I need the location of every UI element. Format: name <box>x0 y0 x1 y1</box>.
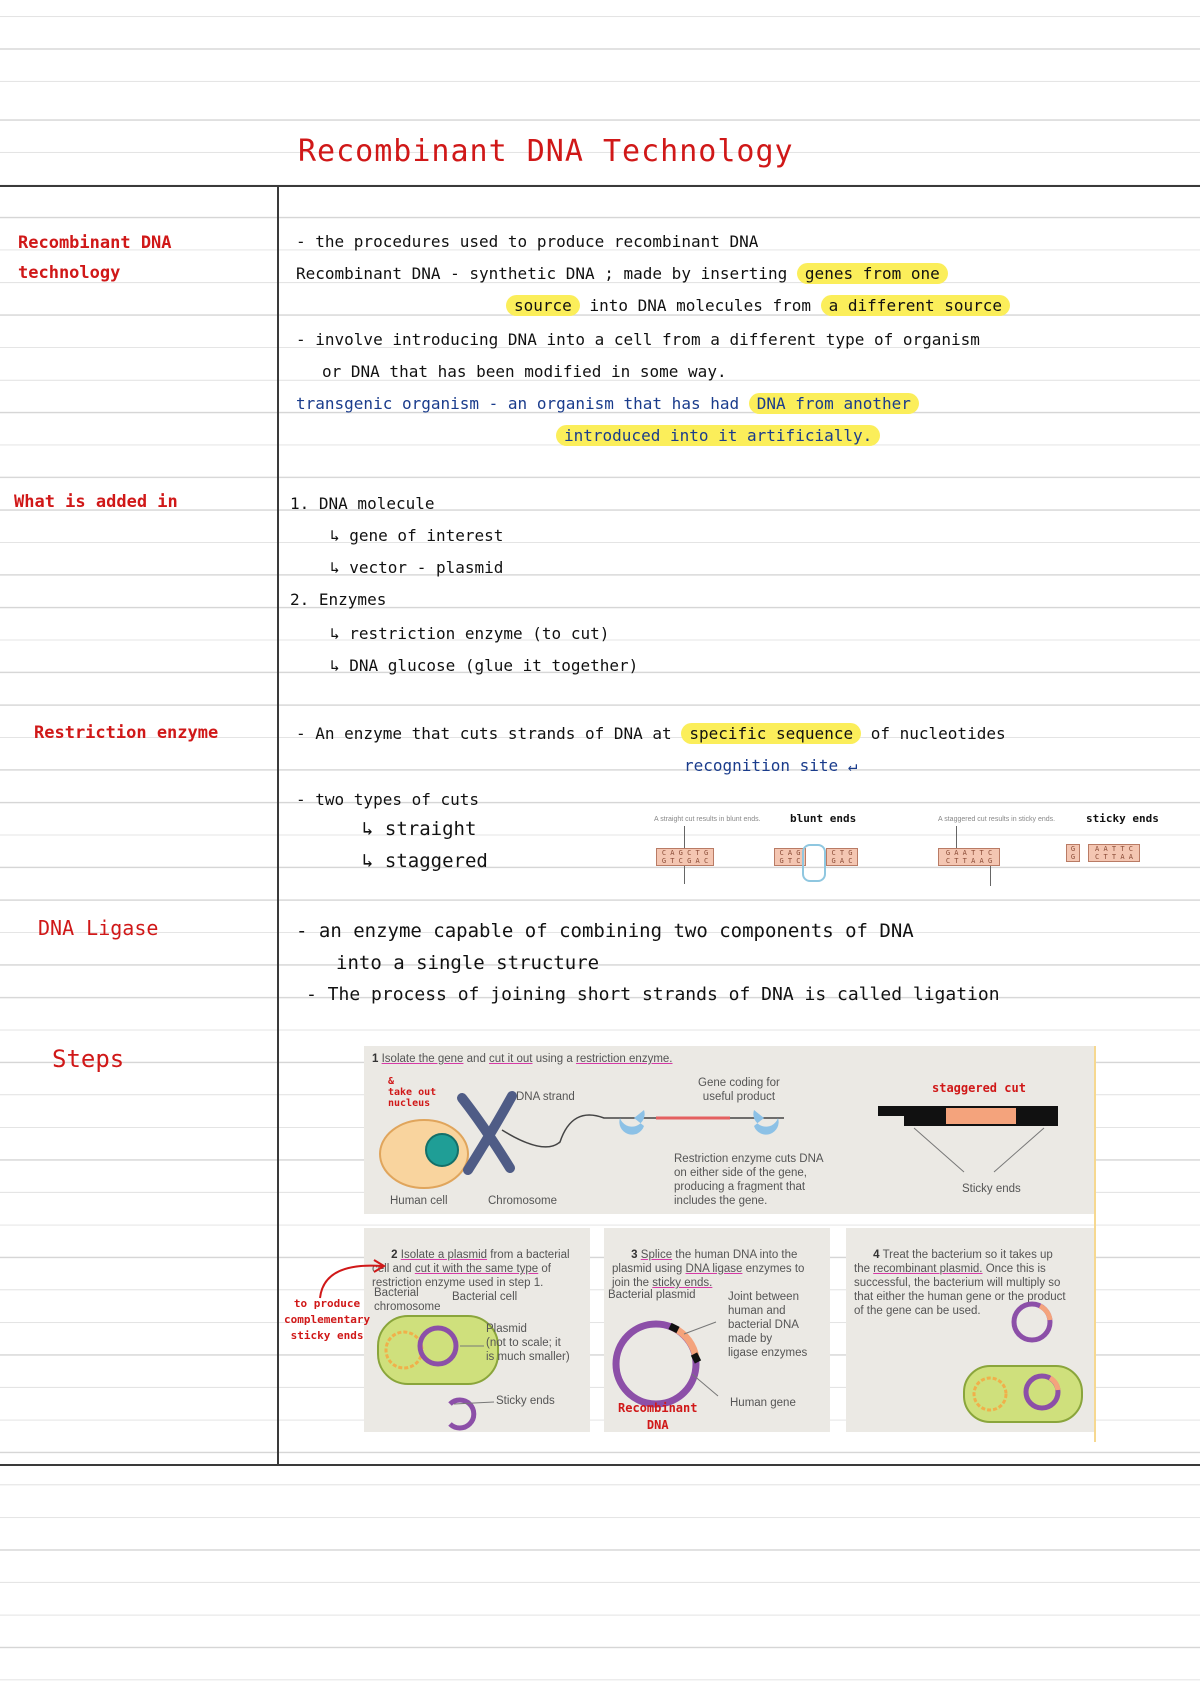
note-text: of nucleotides <box>870 724 1006 743</box>
caption-text: cut it with the same type <box>414 1263 539 1275</box>
caption-text: Splice <box>640 1249 673 1261</box>
figure-step-4 <box>846 1228 1096 1432</box>
note-line <box>296 264 948 283</box>
restriction-enzyme-icon <box>619 1110 644 1135</box>
note-line <box>296 724 1006 743</box>
pointer-line <box>914 1128 964 1172</box>
caption-text: Isolate a plasmid <box>400 1249 488 1261</box>
restriction-enzyme-icon <box>753 1110 778 1135</box>
highlight: DNA from another <box>749 393 919 414</box>
seq-bottom: G <box>1070 853 1076 861</box>
gene-fragment-icon <box>946 1108 1016 1124</box>
seq-bottom: G A C <box>831 857 853 865</box>
cue-steps: Steps <box>52 1045 125 1073</box>
human-gene-label: Human gene <box>730 1397 796 1409</box>
cut-diagram-straight <box>630 812 870 888</box>
blunt-ends-label: blunt ends <box>790 812 857 825</box>
cue-recombinant-dna-technology: Recombinant DNA technology <box>18 233 172 283</box>
note-line: ↳ straight <box>362 818 477 840</box>
nucleus-icon <box>426 1134 458 1166</box>
caption-text: from a bacterial cell and <box>372 1249 570 1275</box>
note-text: into DNA molecules from <box>589 296 811 315</box>
dna-sequence <box>1088 844 1140 862</box>
sticky-ends-label: Sticky ends <box>962 1183 1021 1195</box>
highlight: introduced into it artificially. <box>556 425 880 446</box>
pointer-line <box>692 1374 718 1396</box>
highlight: genes from one <box>797 263 948 284</box>
caption-text: of restriction enzyme used in step 1. <box>372 1263 552 1289</box>
bacterial-chromosome-label: Bacterial chromosome <box>374 1287 441 1313</box>
highlight: a different source <box>821 295 1010 316</box>
plasmid-label: Plasmid (not to scale; it is much smaller) <box>486 1323 570 1363</box>
joint-label: Joint between human and bacterial DNA made by ligase enzymes <box>728 1291 808 1359</box>
sticky-ends-label: Sticky ends <box>496 1395 555 1407</box>
cue-what-is-added: What is added in <box>14 492 178 512</box>
annotation-staggered-cut: staggered cut <box>932 1081 1026 1095</box>
dna-strand-label: DNA strand <box>516 1091 575 1103</box>
seq-top: G <box>1070 845 1076 853</box>
sticky-ends-label: sticky ends <box>1086 812 1159 825</box>
chromosome-icon <box>462 1096 512 1170</box>
step-number: 3 <box>631 1249 638 1261</box>
highlight: source <box>506 295 580 316</box>
cut-line-icon <box>990 864 991 886</box>
note-line: 1. DNA molecule <box>290 494 435 513</box>
seq-top: C A G C T G <box>661 849 709 857</box>
dna-sequence <box>656 848 714 866</box>
annotation-complementary-sticky-ends: to produce complementary sticky ends <box>284 1297 371 1342</box>
cue-restriction-enzyme: Restriction enzyme <box>34 723 219 743</box>
seq-top: C A G <box>779 849 801 857</box>
blunt-bracket-icon <box>802 844 826 882</box>
step-number: 4 <box>873 1249 880 1261</box>
caption-text: Once this is successful, the bacterium will multiply so that either the human gene or the product of the gene can be used. <box>854 1263 1066 1317</box>
bacterial-plasmid-label: Bacterial plasmid <box>608 1289 696 1301</box>
cut-line-icon <box>956 826 957 848</box>
caption-text: and <box>463 1053 490 1065</box>
seq-bottom: C T T A A G <box>945 857 993 865</box>
annotation-take-out-nucleus: & take out nucleus <box>388 1076 437 1109</box>
caption-text: cut it out <box>489 1053 533 1065</box>
cut-diagram-staggered <box>890 812 1170 888</box>
caption-text: Isolate the gene <box>381 1053 464 1065</box>
note-line-definition <box>296 394 919 413</box>
note-line: - the procedures used to produce recombinant DNA <box>296 232 759 251</box>
figure-step-2 <box>364 1228 590 1432</box>
pointer-line <box>994 1128 1044 1172</box>
note-line: ↳ vector - plasmid <box>330 558 504 577</box>
bottom-rule <box>0 1464 1200 1466</box>
human-gene-segment-icon <box>1040 1306 1050 1320</box>
dna-sequence <box>938 848 1000 866</box>
dna-sequence <box>1066 844 1080 862</box>
gene-coding-label: Gene coding for useful product <box>698 1077 780 1103</box>
caption-text: sticky ends. <box>652 1277 713 1289</box>
note-line: ↳ restriction enzyme (to cut) <box>330 624 610 643</box>
human-cell-label: Human cell <box>390 1195 448 1207</box>
note-line <box>506 296 1010 315</box>
pointer-line <box>684 1322 716 1334</box>
caption-text: Treat the bacterium so it takes up the <box>854 1249 1053 1275</box>
note-line: recognition site ↵ <box>684 756 858 775</box>
caption-text: recombinant plasmid. <box>873 1263 983 1275</box>
annotation-recombinant-dna: Recombinant DNA <box>618 1401 698 1432</box>
note-text: Recombinant DNA - synthetic DNA ; made by inserting <box>296 264 788 283</box>
caption-text: enzymes to join the <box>612 1263 805 1289</box>
note-text: - An enzyme that cuts strands of DNA at <box>296 724 672 743</box>
figure-border <box>1094 1046 1096 1442</box>
note-line: - an enzyme capable of combining two components of DNA <box>296 920 914 942</box>
bacterial-cell-label: Bacterial cell <box>452 1291 518 1303</box>
note-text: transgenic organism - an organism that has had <box>296 394 740 413</box>
note-line: or DNA that has been modified in some way. <box>322 362 727 381</box>
note-line: into a single structure <box>336 952 600 974</box>
straight-cut-caption: A straight cut results in blunt ends. <box>654 816 761 823</box>
highlight: specific sequence <box>681 723 861 744</box>
staggered-cut-caption: A staggered cut results in sticky ends. <box>938 816 1056 823</box>
cue-column-divider <box>277 186 279 1464</box>
note-line: ↳ gene of interest <box>330 526 504 545</box>
dna-sequence <box>826 848 858 866</box>
human-gene-segment-icon <box>674 1328 696 1358</box>
note-line: - two types of cuts <box>296 790 480 809</box>
seq-bottom: C T T A A <box>1095 853 1133 861</box>
note-line: ↳ DNA glucose (glue it together) <box>330 656 639 675</box>
note-line: - The process of joining short strands of DNA is called ligation <box>306 984 1000 1005</box>
note-line-definition <box>556 426 880 445</box>
seq-top: A A T T C <box>1095 845 1133 853</box>
cut-plasmid-icon <box>450 1400 474 1428</box>
note-line: ↳ staggered <box>362 850 488 872</box>
cue-dna-ligase: DNA Ligase <box>38 916 159 940</box>
step-number: 2 <box>391 1249 398 1261</box>
caption-text: the human DNA into the plasmid using <box>612 1249 798 1275</box>
note-line: - involve introducing DNA into a cell from a different type of organism <box>296 330 980 349</box>
bacterial-cell-icon <box>964 1366 1082 1422</box>
step-number: 1 <box>372 1053 379 1065</box>
step-4-illustration <box>846 1228 1096 1432</box>
seq-bottom: G T C G A C <box>661 857 709 865</box>
page-title: Recombinant DNA Technology <box>298 134 794 169</box>
seq-bottom: G T C <box>779 857 801 865</box>
chromosome-label: Chromosome <box>488 1195 558 1207</box>
caption-text: restriction enzyme. <box>575 1053 673 1065</box>
title-rule <box>0 185 1200 187</box>
figure-step-1 <box>364 1046 1096 1214</box>
enzyme-cuts-label: Restriction enzyme cuts DNA on either side of the gene, producing a fragment that includes the gene. <box>674 1153 824 1207</box>
caption-text: DNA ligase <box>685 1263 743 1275</box>
seq-top: C T G <box>831 849 853 857</box>
note-line: 2. Enzymes <box>290 590 387 609</box>
caption-text: using a <box>532 1053 576 1065</box>
seq-top: G A A T T C <box>945 849 993 857</box>
annotation-arrow-icon <box>312 1254 392 1304</box>
